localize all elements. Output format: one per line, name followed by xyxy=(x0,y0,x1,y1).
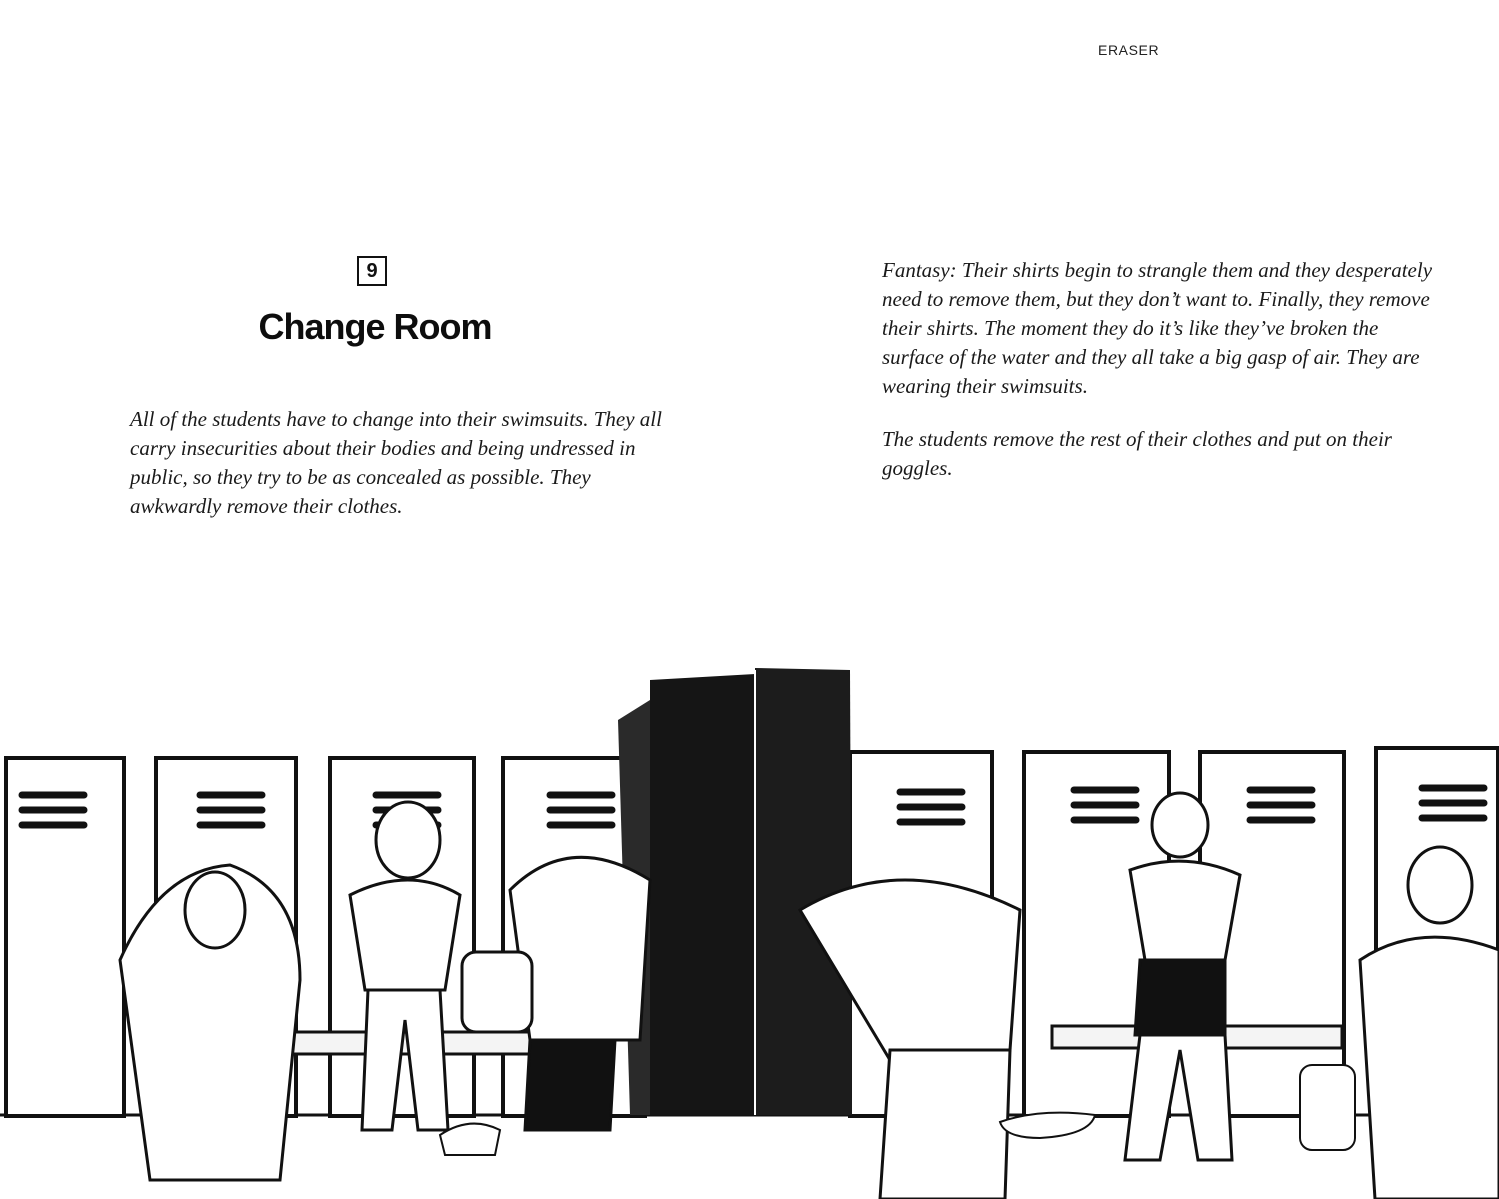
chapter-number-box: 9 xyxy=(357,256,387,286)
running-head: ERASER xyxy=(1098,42,1160,58)
scene-description-right: The students remove the rest of their clothes and put on their goggles. xyxy=(882,427,1392,480)
chapter-title: Change Room xyxy=(258,306,492,347)
scene-description-left: All of the students have to change into their swimsuits. They all carry insecurities about their bodies and being undressed in public, so they try to be as concealed as possible. They awkwardly remove their clothes. xyxy=(130,407,662,518)
locker-room-illustration xyxy=(0,660,1499,1199)
dark-doorway xyxy=(618,668,852,1115)
fantasy-description: Fantasy: Their shirts begin to strangle them and they desperately need to remove them, but they don’t want to. Finally, they remove their shirts. The moment they do it’s like they’ve broken the surface of the water and they all take a big gasp of air. They are wearing their swimsuits. xyxy=(882,258,1433,398)
